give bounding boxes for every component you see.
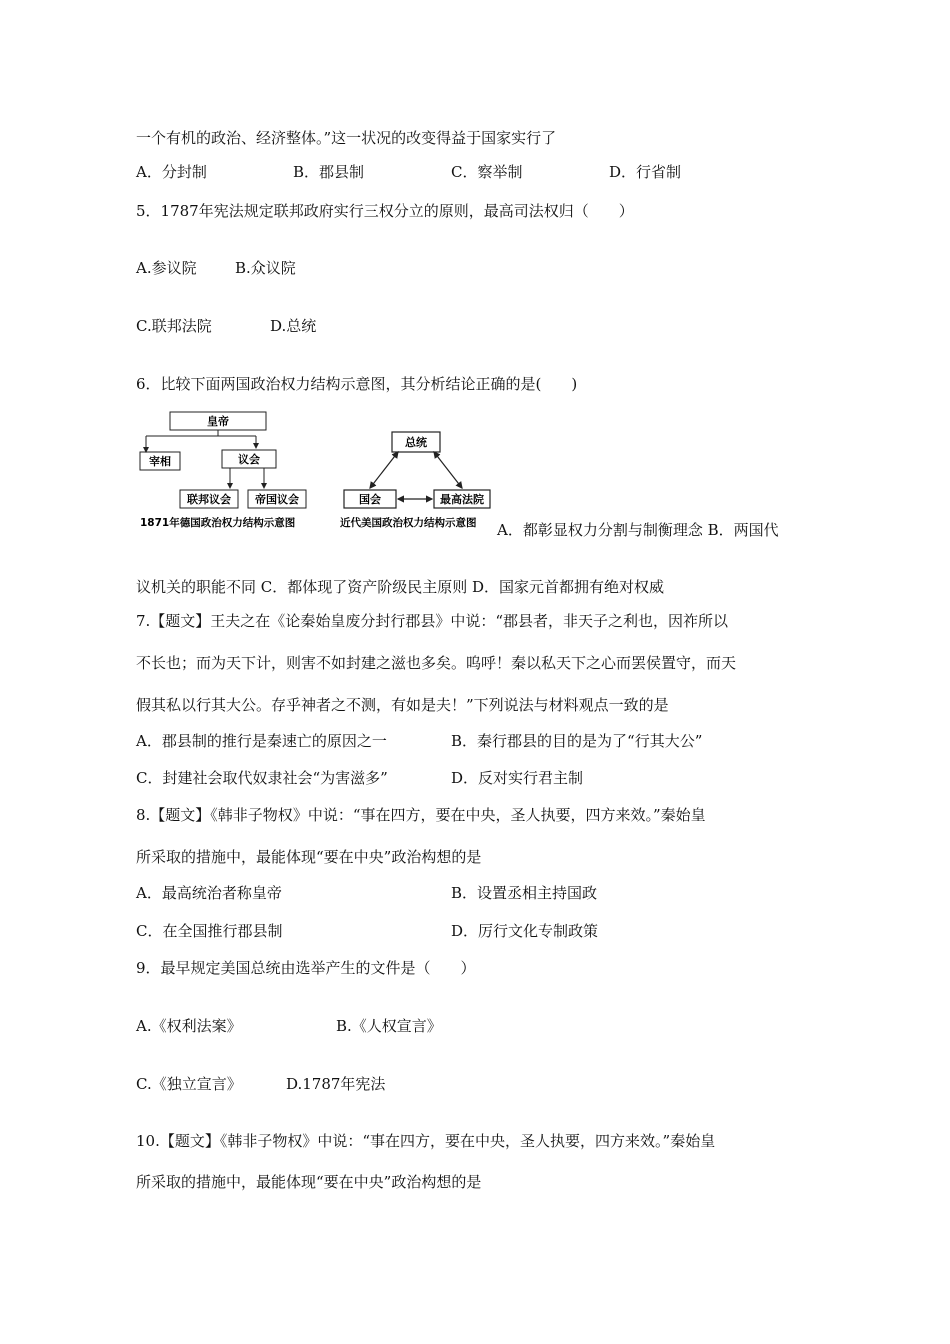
diagram-germany [136,408,316,536]
q7-option-d: D．反对实行君主制 [451,769,584,787]
q9-option-a: A.《权利法案》 [136,1017,242,1035]
q8-option-c: C．在全国推行郡县制 [136,922,283,940]
chancellor-label: 宰相 [149,455,171,468]
q5-option-b: B.众议院 [235,259,296,277]
bundesrat-label: 联邦议会 [187,493,231,506]
court-label: 最高法院 [440,493,484,506]
diagram-us [336,428,496,536]
q4-option-a: A．分封制 [136,163,207,181]
q8-option-a: A．最高统治者称皇帝 [136,884,282,902]
us-caption: 近代美国政治权力结构示意图 [340,517,477,529]
line-q4-stem-end: 一个有机的政治、经济整体。”这一状况的改变得益于国家实行了 [136,129,557,147]
germany-caption: 1871年德国政治权力结构示意图 [140,517,296,529]
q6-options-part2: 议机关的职能不同 C．都体现了资产阶级民主原则 D．国家元首都拥有绝对权威 [136,578,665,596]
question-7-line2: 不长也；而为天下计，则害不如封建之滋也多矣。呜呼！秦以私天下之心而罢侯置守，而天 [136,654,737,672]
q8-option-b: B．设置丞相主持国政 [451,884,598,902]
question-8-line2: 所采取的措施中，最能体现“要在中央”政治构想的是 [136,848,482,866]
q7-option-a: A．郡县制的推行是秦速亡的原因之一 [136,732,387,750]
q6-options-part1: A．都彰显权力分割与制衡理念 B．两国代 [497,521,779,539]
q4-option-d: D．行省制 [609,163,682,181]
reichstag-label: 帝国议会 [255,493,299,506]
q4-option-c: C．察举制 [451,163,523,181]
q5-option-c: C.联邦法院 [136,317,212,335]
president-label: 总统 [405,436,427,449]
q7-option-b: B．秦行郡县的目的是为了“行其大公” [451,732,703,750]
question-7-line3: 假其私以行其大公。存乎神者之不测，有如是夫！”下列说法与材料观点一致的是 [136,696,669,714]
question-10-line2: 所采取的措施中，最能体现“要在中央”政治构想的是 [136,1173,482,1191]
question-6: 6．比较下面两国政治权力结构示意图，其分析结论正确的是( ) [136,375,578,393]
q7-option-c: C．封建社会取代奴隶社会“为害滋多” [136,769,388,787]
q8-option-d: D．厉行文化专制政策 [451,922,599,940]
question-5: 5．1787年宪法规定联邦政府实行三权分立的原则，最高司法权归（ ） [136,202,634,220]
q9-option-d: D.1787年宪法 [286,1075,386,1093]
question-7-line1: 7.【题文】王夫之在《论秦始皇废分封行郡县》中说：“郡县者，非天子之利也，因祚所以 [136,612,728,630]
q5-option-a: A.参议院 [136,259,197,277]
emperor-label: 皇帝 [207,415,229,428]
question-9: 9．最早规定美国总统由选举产生的文件是（ ） [136,959,476,977]
q5-option-d: D.总统 [270,317,317,335]
q9-option-b: B.《人权宣言》 [336,1017,442,1035]
parliament-label: 议会 [238,453,260,466]
q9-option-c: C.《独立宣言》 [136,1075,242,1093]
question-10-line1: 10.【题文】《韩非子物权》中说：“事在四方，要在中央，圣人执要，四方来效。”秦始皇 [136,1132,716,1150]
question-8-line1: 8.【题文】《韩非子物权》中说：“事在四方，要在中央，圣人执要，四方来效。”秦始皇 [136,806,706,824]
congress-label: 国会 [359,493,381,506]
q4-option-b: B．郡县制 [293,163,365,181]
